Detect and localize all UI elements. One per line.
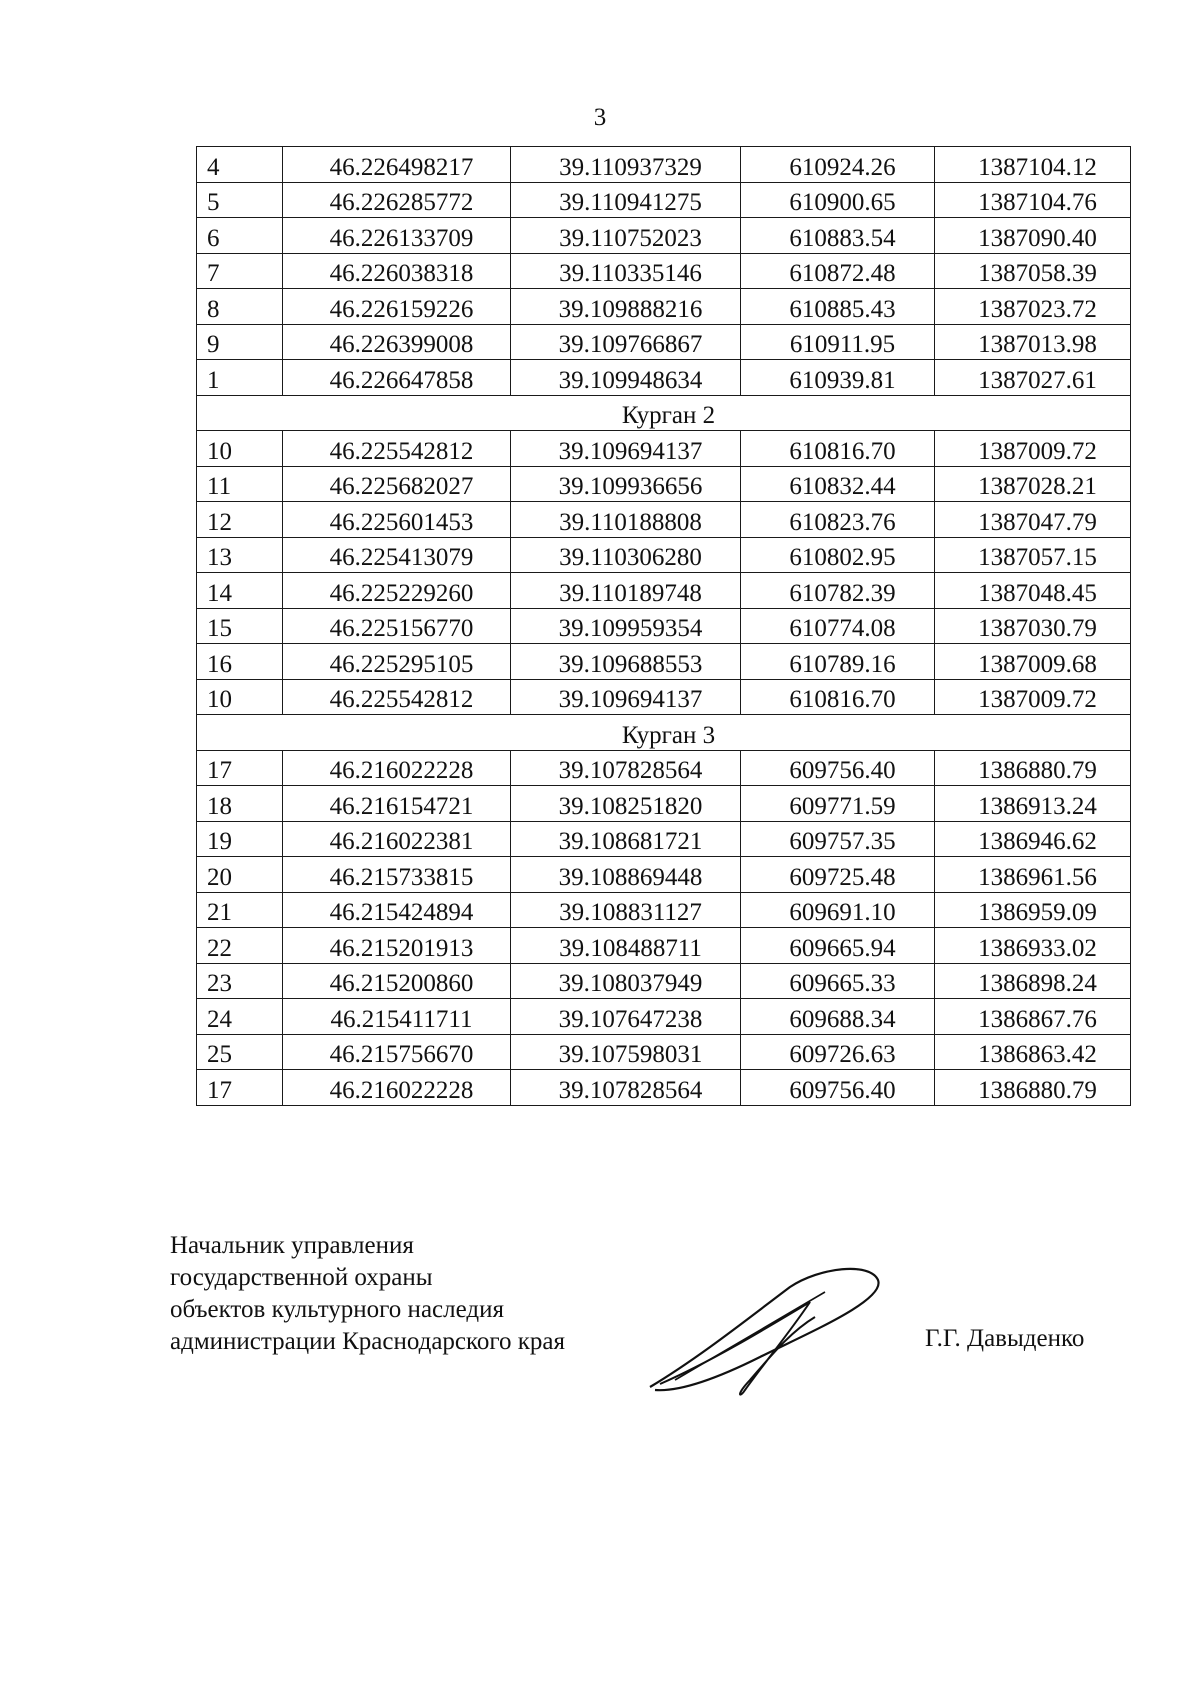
longitude-cell: 39.109948634 [511,360,741,396]
point-number-cell: 6 [197,218,283,254]
x-coordinate-cell: 609725.48 [741,857,935,893]
y-coordinate-cell: 1387009.72 [935,679,1131,715]
point-number-cell: 8 [197,289,283,325]
section-heading: Курган 2 [197,395,1131,431]
table-row [197,644,1131,680]
longitude-cell: 39.107828564 [511,1070,741,1106]
signer-name: Г.Г. Давыденко [925,1325,1085,1352]
y-coordinate-cell: 1387057.15 [935,537,1131,573]
point-number-cell: 7 [197,253,283,289]
point-number-cell: 16 [197,644,283,680]
point-number-cell: 10 [197,679,283,715]
y-coordinate-cell: 1387028.21 [935,466,1131,502]
longitude-cell: 39.110306280 [511,537,741,573]
table-row [197,147,1131,183]
latitude-cell: 46.216022381 [283,821,511,857]
point-number-cell: 18 [197,786,283,822]
section-heading: Курган 3 [197,715,1131,751]
y-coordinate-cell: 1386863.42 [935,1034,1131,1070]
point-number-cell: 9 [197,324,283,360]
longitude-cell: 39.108831127 [511,892,741,928]
table-row [197,821,1131,857]
table-row [197,253,1131,289]
longitude-cell: 39.108869448 [511,857,741,893]
y-coordinate-cell: 1386880.79 [935,1070,1131,1106]
longitude-cell: 39.108037949 [511,963,741,999]
y-coordinate-cell: 1386913.24 [935,786,1131,822]
position-line: Начальник управления [170,1232,414,1259]
table-row [197,786,1131,822]
longitude-cell: 39.110941275 [511,182,741,218]
longitude-cell: 39.110937329 [511,147,741,183]
x-coordinate-cell: 609665.94 [741,928,935,964]
x-coordinate-cell: 610789.16 [741,644,935,680]
y-coordinate-cell: 1387048.45 [935,573,1131,609]
longitude-cell: 39.109694137 [511,679,741,715]
longitude-cell: 39.109694137 [511,431,741,467]
x-coordinate-cell: 609691.10 [741,892,935,928]
latitude-cell: 46.226038318 [283,253,511,289]
latitude-cell: 46.215200860 [283,963,511,999]
latitude-cell: 46.215411711 [283,999,511,1035]
x-coordinate-cell: 610872.48 [741,253,935,289]
longitude-cell: 39.110335146 [511,253,741,289]
longitude-cell: 39.108251820 [511,786,741,822]
y-coordinate-cell: 1386959.09 [935,892,1131,928]
y-coordinate-cell: 1387023.72 [935,289,1131,325]
table-row [197,182,1131,218]
position-line: объектов культурного наследия [170,1296,504,1323]
point-number-cell: 1 [197,360,283,396]
y-coordinate-cell: 1387013.98 [935,324,1131,360]
table-row [197,999,1131,1035]
table-row [197,750,1131,786]
x-coordinate-cell: 610816.70 [741,679,935,715]
latitude-cell: 46.225542812 [283,431,511,467]
table-row [197,608,1131,644]
page-number: 3 [593,104,607,131]
table-row [197,360,1131,396]
table-row [197,679,1131,715]
latitude-cell: 46.226399008 [283,324,511,360]
table-row [197,963,1131,999]
longitude-cell: 39.109936656 [511,466,741,502]
point-number-cell: 21 [197,892,283,928]
x-coordinate-cell: 610911.95 [741,324,935,360]
latitude-cell: 46.216022228 [283,750,511,786]
coordinates-table [196,146,1131,1106]
longitude-cell: 39.108681721 [511,821,741,857]
point-number-cell: 14 [197,573,283,609]
y-coordinate-cell: 1387058.39 [935,253,1131,289]
x-coordinate-cell: 609771.59 [741,786,935,822]
longitude-cell: 39.109959354 [511,608,741,644]
x-coordinate-cell: 610900.65 [741,182,935,218]
latitude-cell: 46.216022228 [283,1070,511,1106]
point-number-cell: 4 [197,147,283,183]
x-coordinate-cell: 609757.35 [741,821,935,857]
point-number-cell: 5 [197,182,283,218]
latitude-cell: 46.226159226 [283,289,511,325]
x-coordinate-cell: 610816.70 [741,431,935,467]
longitude-cell: 39.109766867 [511,324,741,360]
table-row [197,892,1131,928]
y-coordinate-cell: 1387047.79 [935,502,1131,538]
point-number-cell: 20 [197,857,283,893]
table-row [197,324,1131,360]
table-row [197,502,1131,538]
x-coordinate-cell: 610823.76 [741,502,935,538]
table-row [197,1034,1131,1070]
latitude-cell: 46.225542812 [283,679,511,715]
x-coordinate-cell: 610802.95 [741,537,935,573]
table-row [197,289,1131,325]
x-coordinate-cell: 609688.34 [741,999,935,1035]
latitude-cell: 46.225156770 [283,608,511,644]
table-row [197,573,1131,609]
x-coordinate-cell: 609665.33 [741,963,935,999]
y-coordinate-cell: 1387104.76 [935,182,1131,218]
y-coordinate-cell: 1387027.61 [935,360,1131,396]
latitude-cell: 46.215201913 [283,928,511,964]
position-line: администрации Краснодарского края [170,1328,566,1355]
y-coordinate-cell: 1387030.79 [935,608,1131,644]
latitude-cell: 46.215424894 [283,892,511,928]
y-coordinate-cell: 1386961.56 [935,857,1131,893]
table-row [197,537,1131,573]
y-coordinate-cell: 1386880.79 [935,750,1131,786]
section-heading-row [197,715,1131,751]
y-coordinate-cell: 1386933.02 [935,928,1131,964]
latitude-cell: 46.225295105 [283,644,511,680]
latitude-cell: 46.216154721 [283,786,511,822]
table-row [197,857,1131,893]
section-heading-row [197,395,1131,431]
y-coordinate-cell: 1387009.68 [935,644,1131,680]
table-row [197,218,1131,254]
handwritten-signature [640,1262,890,1402]
x-coordinate-cell: 610924.26 [741,147,935,183]
y-coordinate-cell: 1387090.40 [935,218,1131,254]
position-line: государственной охраны [170,1264,433,1291]
y-coordinate-cell: 1387009.72 [935,431,1131,467]
x-coordinate-cell: 610883.54 [741,218,935,254]
longitude-cell: 39.107647238 [511,999,741,1035]
longitude-cell: 39.110189748 [511,573,741,609]
coordinates-table-body [197,147,1131,1106]
point-number-cell: 17 [197,750,283,786]
x-coordinate-cell: 610885.43 [741,289,935,325]
table-row [197,431,1131,467]
x-coordinate-cell: 610832.44 [741,466,935,502]
point-number-cell: 19 [197,821,283,857]
point-number-cell: 17 [197,1070,283,1106]
point-number-cell: 23 [197,963,283,999]
x-coordinate-cell: 610939.81 [741,360,935,396]
latitude-cell: 46.225413079 [283,537,511,573]
longitude-cell: 39.109888216 [511,289,741,325]
table-row [197,466,1131,502]
longitude-cell: 39.110752023 [511,218,741,254]
point-number-cell: 11 [197,466,283,502]
latitude-cell: 46.226498217 [283,147,511,183]
longitude-cell: 39.107828564 [511,750,741,786]
point-number-cell: 13 [197,537,283,573]
latitude-cell: 46.226133709 [283,218,511,254]
table-row [197,1070,1131,1106]
y-coordinate-cell: 1387104.12 [935,147,1131,183]
table-row [197,928,1131,964]
latitude-cell: 46.215756670 [283,1034,511,1070]
x-coordinate-cell: 609756.40 [741,750,935,786]
latitude-cell: 46.215733815 [283,857,511,893]
latitude-cell: 46.226285772 [283,182,511,218]
x-coordinate-cell: 609756.40 [741,1070,935,1106]
point-number-cell: 22 [197,928,283,964]
y-coordinate-cell: 1386946.62 [935,821,1131,857]
y-coordinate-cell: 1386867.76 [935,999,1131,1035]
longitude-cell: 39.108488711 [511,928,741,964]
signatory-position [170,1230,565,1358]
longitude-cell: 39.109688553 [511,644,741,680]
point-number-cell: 25 [197,1034,283,1070]
latitude-cell: 46.225682027 [283,466,511,502]
y-coordinate-cell: 1386898.24 [935,963,1131,999]
latitude-cell: 46.225601453 [283,502,511,538]
x-coordinate-cell: 609726.63 [741,1034,935,1070]
longitude-cell: 39.110188808 [511,502,741,538]
x-coordinate-cell: 610782.39 [741,573,935,609]
point-number-cell: 15 [197,608,283,644]
longitude-cell: 39.107598031 [511,1034,741,1070]
point-number-cell: 24 [197,999,283,1035]
latitude-cell: 46.225229260 [283,573,511,609]
latitude-cell: 46.226647858 [283,360,511,396]
x-coordinate-cell: 610774.08 [741,608,935,644]
point-number-cell: 10 [197,431,283,467]
point-number-cell: 12 [197,502,283,538]
